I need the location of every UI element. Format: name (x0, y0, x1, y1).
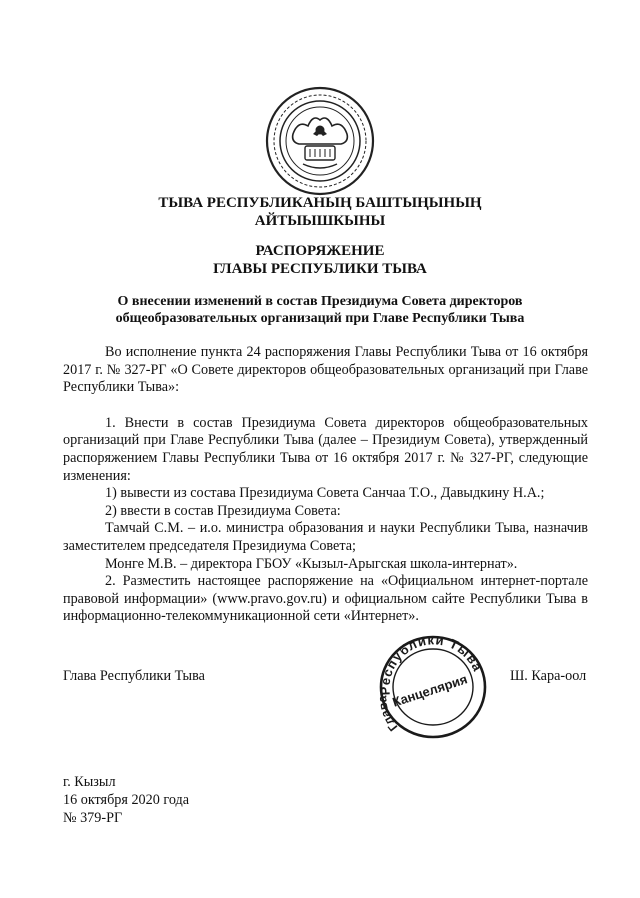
emblem-icon (253, 86, 387, 196)
footer-number: № 379-РГ (63, 810, 123, 826)
svg-text:Республики Тыва: Республики Тыва (377, 632, 486, 696)
item-1: 1. Внести в состав Президиума Совета директоров общеобразовательных организаций при Главе Республики Тыва (далее – Президиум Совета), утвержденный распоряжением Главы Республики Тыва от 16 октября 2017 г. № 327-РГ, следующие изменения: (63, 414, 588, 484)
item-2: 2. Разместить настоящее распоряжение на «Официальном интернет-портале правовой информации» (www.pravo.gov.ru) и официальном сайте Республики Тыва в информационно-телекоммуникационной сети «Интернет». (63, 573, 588, 625)
subject-line-2: общеобразовательных организаций при Главе Республики Тыва (115, 311, 525, 326)
person-1: Тамчай С.М. – и.о. министра образования и науки Республики Тыва, назначив заместителем председателя Президиума Совета; (63, 520, 588, 554)
footer-city: г. Кызыл (63, 774, 116, 790)
svg-text:Канцелярия: Канцелярия (390, 671, 470, 710)
signature-name: Ш. Кара-оол (510, 668, 587, 684)
stamp-seal-icon (368, 625, 498, 745)
item-1-1: 1) вывести из состава Президиума Совета Санчаа Т.О., Давыдкину Н.А.; (105, 485, 545, 502)
header-line-1: ТЫВА РЕСПУБЛИКАНЫҢ БАШТЫҢЫНЫҢ (158, 195, 482, 211)
signature-position: Глава Республики Тыва (63, 668, 205, 684)
doc-type: РАСПОРЯЖЕНИЕ (255, 243, 385, 259)
item-1-2: 2) ввести в состав Президиума Совета: (105, 502, 341, 519)
header-line-2: АЙТЫЫШКЫНЫ (254, 213, 386, 229)
footer-date: 16 октября 2020 года (63, 792, 190, 808)
footer (63, 773, 189, 827)
preamble: Во исполнение пункта 24 распоряжения Главы Республики Тыва от 16 октября 2017 г. № 327-РГ «О Совете директоров общеобразовательных организаций при Главе Республики Тыва»: (63, 344, 588, 396)
svg-text:Глава: Глава (375, 695, 401, 734)
document-body (63, 344, 588, 626)
person-2: Монге М.В. – директора ГБОУ «Кызыл-Арыгская школа-интернат». (105, 555, 518, 572)
subject-line-1: О внесении изменений в состав Президиума Совета директоров (117, 294, 523, 309)
issuer: ГЛАВЫ РЕСПУБЛИКИ ТЫВА (213, 261, 427, 277)
